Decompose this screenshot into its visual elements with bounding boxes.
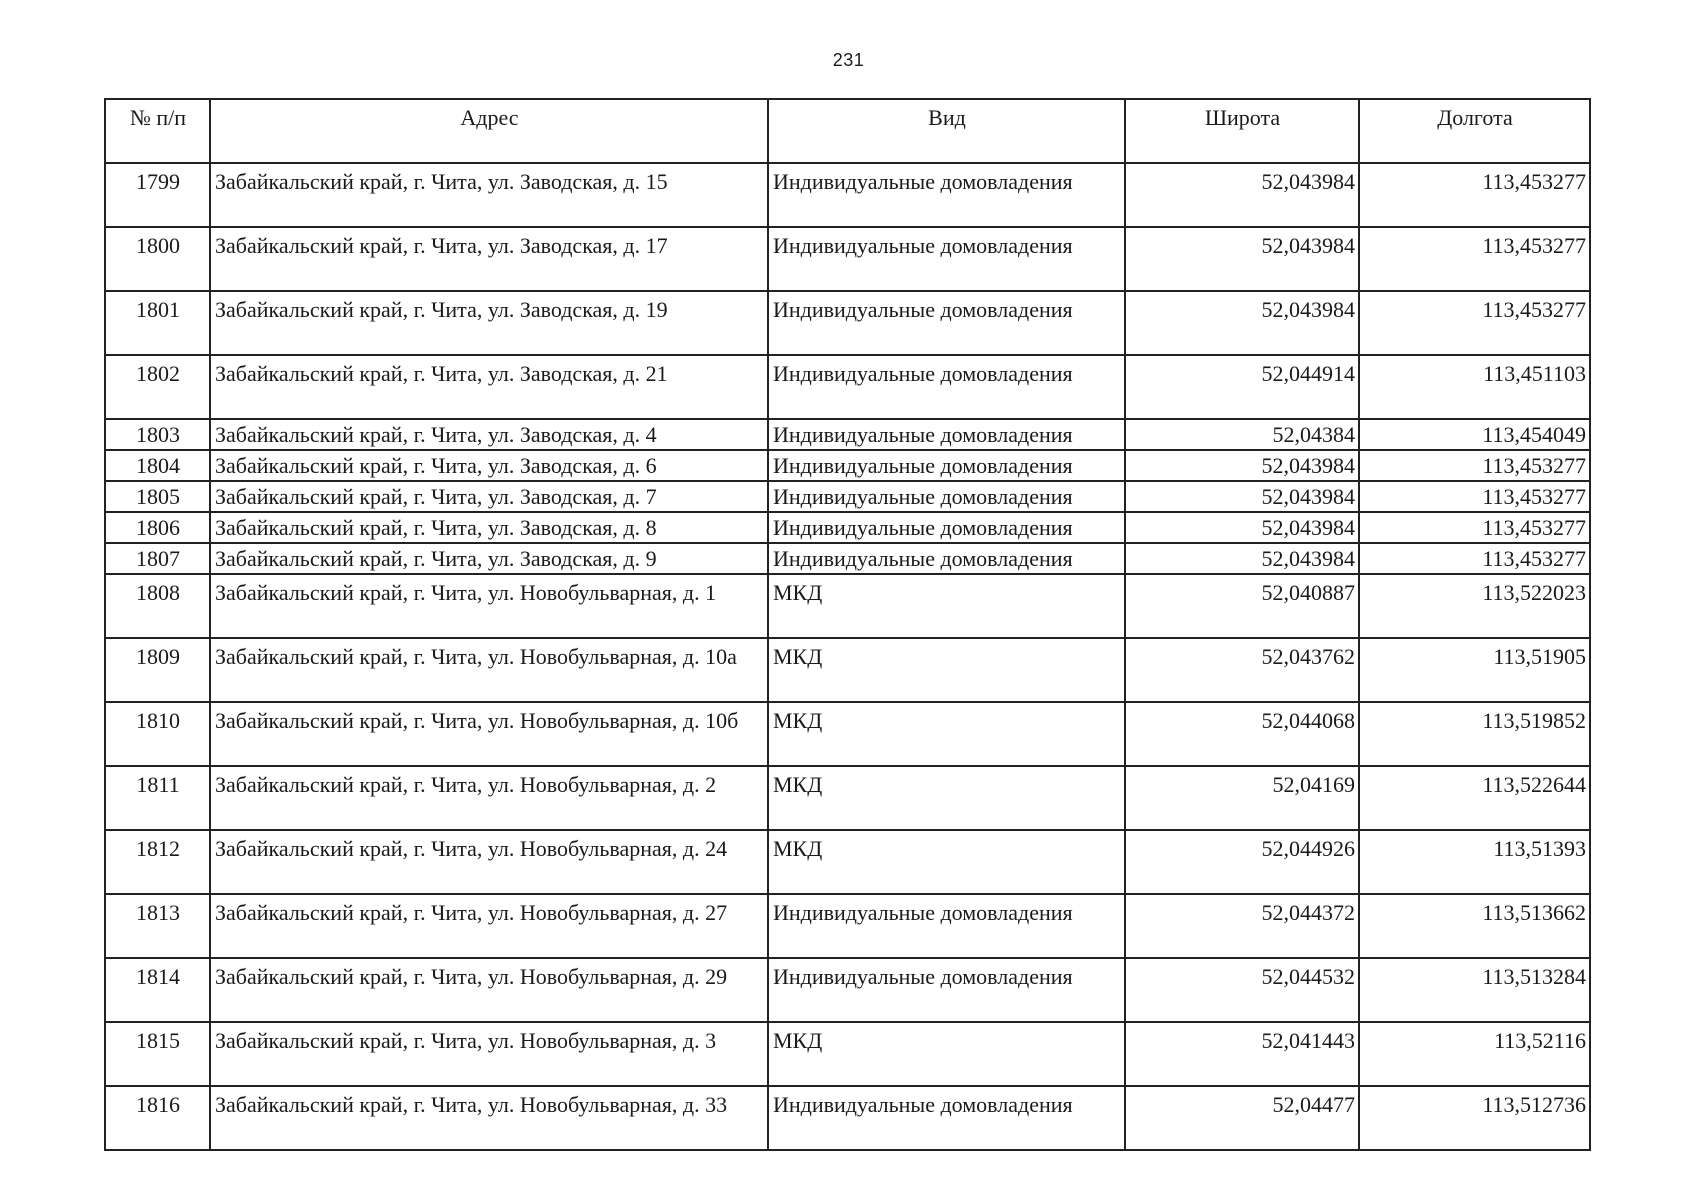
cell-address: Забайкальский край, г. Чита, ул. Новобульварная, д. 2 xyxy=(210,766,768,830)
cell-latitude: 52,043984 xyxy=(1125,512,1359,543)
cell-num: 1810 xyxy=(105,702,210,766)
cell-address: Забайкальский край, г. Чита, ул. Новобульварная, д. 24 xyxy=(210,830,768,894)
cell-address: Забайкальский край, г. Чита, ул. Заводская, д. 17 xyxy=(210,227,768,291)
cell-num: 1807 xyxy=(105,543,210,574)
cell-num: 1800 xyxy=(105,227,210,291)
cell-address: Забайкальский край, г. Чита, ул. Заводская, д. 4 xyxy=(210,419,768,450)
cell-kind: Индивидуальные домовладения xyxy=(768,958,1125,1022)
cell-longitude: 113,513284 xyxy=(1359,958,1590,1022)
cell-kind: Индивидуальные домовладения xyxy=(768,481,1125,512)
cell-kind: МКД xyxy=(768,574,1125,638)
cell-num: 1816 xyxy=(105,1086,210,1150)
cell-address: Забайкальский край, г. Чита, ул. Заводская, д. 7 xyxy=(210,481,768,512)
table-row xyxy=(105,355,1590,419)
cell-address: Забайкальский край, г. Чита, ул. Новобульварная, д. 10б xyxy=(210,702,768,766)
cell-kind: Индивидуальные домовладения xyxy=(768,227,1125,291)
cell-address: Забайкальский край, г. Чита, ул. Заводская, д. 9 xyxy=(210,543,768,574)
cell-address: Забайкальский край, г. Чита, ул. Новобульварная, д. 3 xyxy=(210,1022,768,1086)
cell-kind: Индивидуальные домовладения xyxy=(768,291,1125,355)
cell-latitude: 52,043984 xyxy=(1125,291,1359,355)
cell-longitude: 113,512736 xyxy=(1359,1086,1590,1150)
cell-kind: Индивидуальные домовладения xyxy=(768,419,1125,450)
cell-num: 1803 xyxy=(105,419,210,450)
cell-latitude: 52,04477 xyxy=(1125,1086,1359,1150)
cell-latitude: 52,044372 xyxy=(1125,894,1359,958)
cell-kind: МКД xyxy=(768,766,1125,830)
cell-longitude: 113,51905 xyxy=(1359,638,1590,702)
cell-kind: Индивидуальные домовладения xyxy=(768,1086,1125,1150)
cell-longitude: 113,519852 xyxy=(1359,702,1590,766)
cell-num: 1801 xyxy=(105,291,210,355)
header-longitude: Долгота xyxy=(1359,99,1590,163)
table-body xyxy=(105,163,1590,1150)
cell-kind: Индивидуальные домовладения xyxy=(768,450,1125,481)
table-row xyxy=(105,419,1590,450)
page-number: 231 xyxy=(832,50,865,70)
cell-latitude: 52,044914 xyxy=(1125,355,1359,419)
cell-latitude: 52,041443 xyxy=(1125,1022,1359,1086)
cell-longitude: 113,454049 xyxy=(1359,419,1590,450)
header-latitude: Широта xyxy=(1125,99,1359,163)
cell-num: 1802 xyxy=(105,355,210,419)
cell-kind: МКД xyxy=(768,702,1125,766)
table-row xyxy=(105,481,1590,512)
cell-latitude: 52,044068 xyxy=(1125,702,1359,766)
cell-longitude: 113,453277 xyxy=(1359,163,1590,227)
cell-longitude: 113,451103 xyxy=(1359,355,1590,419)
cell-address: Забайкальский край, г. Чита, ул. Заводская, д. 8 xyxy=(210,512,768,543)
cell-latitude: 52,044532 xyxy=(1125,958,1359,1022)
cell-kind: МКД xyxy=(768,830,1125,894)
cell-address: Забайкальский край, г. Чита, ул. Новобульварная, д. 10а xyxy=(210,638,768,702)
cell-latitude: 52,040887 xyxy=(1125,574,1359,638)
cell-longitude: 113,453277 xyxy=(1359,227,1590,291)
cell-kind: МКД xyxy=(768,1022,1125,1086)
cell-kind: Индивидуальные домовладения xyxy=(768,163,1125,227)
cell-kind: МКД xyxy=(768,638,1125,702)
cell-num: 1799 xyxy=(105,163,210,227)
cell-address: Забайкальский край, г. Чита, ул. Заводская, д. 21 xyxy=(210,355,768,419)
cell-longitude: 113,522644 xyxy=(1359,766,1590,830)
cell-longitude: 113,453277 xyxy=(1359,543,1590,574)
cell-latitude: 52,043984 xyxy=(1125,163,1359,227)
cell-num: 1804 xyxy=(105,450,210,481)
cell-kind: Индивидуальные домовладения xyxy=(768,894,1125,958)
table-row xyxy=(105,450,1590,481)
table-row xyxy=(105,702,1590,766)
cell-longitude: 113,522023 xyxy=(1359,574,1590,638)
cell-latitude: 52,04169 xyxy=(1125,766,1359,830)
cell-longitude: 113,453277 xyxy=(1359,450,1590,481)
table-row xyxy=(105,766,1590,830)
table-row xyxy=(105,163,1590,227)
cell-address: Забайкальский край, г. Чита, ул. Заводская, д. 6 xyxy=(210,450,768,481)
cell-longitude: 113,51393 xyxy=(1359,830,1590,894)
cell-num: 1806 xyxy=(105,512,210,543)
header-num: № п/п xyxy=(105,99,210,163)
cell-kind: Индивидуальные домовладения xyxy=(768,355,1125,419)
cell-longitude: 113,453277 xyxy=(1359,481,1590,512)
table-row xyxy=(105,638,1590,702)
cell-address: Забайкальский край, г. Чита, ул. Новобульварная, д. 29 xyxy=(210,958,768,1022)
cell-num: 1813 xyxy=(105,894,210,958)
header-address: Адрес xyxy=(210,99,768,163)
table-row xyxy=(105,1022,1590,1086)
cell-longitude: 113,513662 xyxy=(1359,894,1590,958)
cell-num: 1809 xyxy=(105,638,210,702)
address-coordinates-table xyxy=(104,98,1591,1151)
table-header-row xyxy=(105,99,1590,163)
table-row xyxy=(105,291,1590,355)
table-row xyxy=(105,1086,1590,1150)
table-row xyxy=(105,894,1590,958)
table-row xyxy=(105,543,1590,574)
cell-latitude: 52,044926 xyxy=(1125,830,1359,894)
cell-latitude: 52,043984 xyxy=(1125,450,1359,481)
cell-address: Забайкальский край, г. Чита, ул. Новобульварная, д. 1 xyxy=(210,574,768,638)
cell-latitude: 52,04384 xyxy=(1125,419,1359,450)
cell-address: Забайкальский край, г. Чита, ул. Заводская, д. 19 xyxy=(210,291,768,355)
cell-address: Забайкальский край, г. Чита, ул. Новобульварная, д. 27 xyxy=(210,894,768,958)
cell-latitude: 52,043984 xyxy=(1125,227,1359,291)
cell-longitude: 113,453277 xyxy=(1359,512,1590,543)
cell-kind: Индивидуальные домовладения xyxy=(768,543,1125,574)
table-row xyxy=(105,512,1590,543)
cell-longitude: 113,453277 xyxy=(1359,291,1590,355)
header-kind: Вид xyxy=(768,99,1125,163)
cell-address: Забайкальский край, г. Чита, ул. Заводская, д. 15 xyxy=(210,163,768,227)
cell-num: 1814 xyxy=(105,958,210,1022)
cell-num: 1812 xyxy=(105,830,210,894)
table-row xyxy=(105,958,1590,1022)
table-row xyxy=(105,574,1590,638)
cell-address: Забайкальский край, г. Чита, ул. Новобульварная, д. 33 xyxy=(210,1086,768,1150)
cell-latitude: 52,043984 xyxy=(1125,481,1359,512)
cell-num: 1808 xyxy=(105,574,210,638)
cell-longitude: 113,52116 xyxy=(1359,1022,1590,1086)
cell-num: 1805 xyxy=(105,481,210,512)
table-row xyxy=(105,227,1590,291)
cell-latitude: 52,043762 xyxy=(1125,638,1359,702)
cell-num: 1811 xyxy=(105,766,210,830)
table-row xyxy=(105,830,1590,894)
cell-num: 1815 xyxy=(105,1022,210,1086)
cell-latitude: 52,043984 xyxy=(1125,543,1359,574)
cell-kind: Индивидуальные домовладения xyxy=(768,512,1125,543)
